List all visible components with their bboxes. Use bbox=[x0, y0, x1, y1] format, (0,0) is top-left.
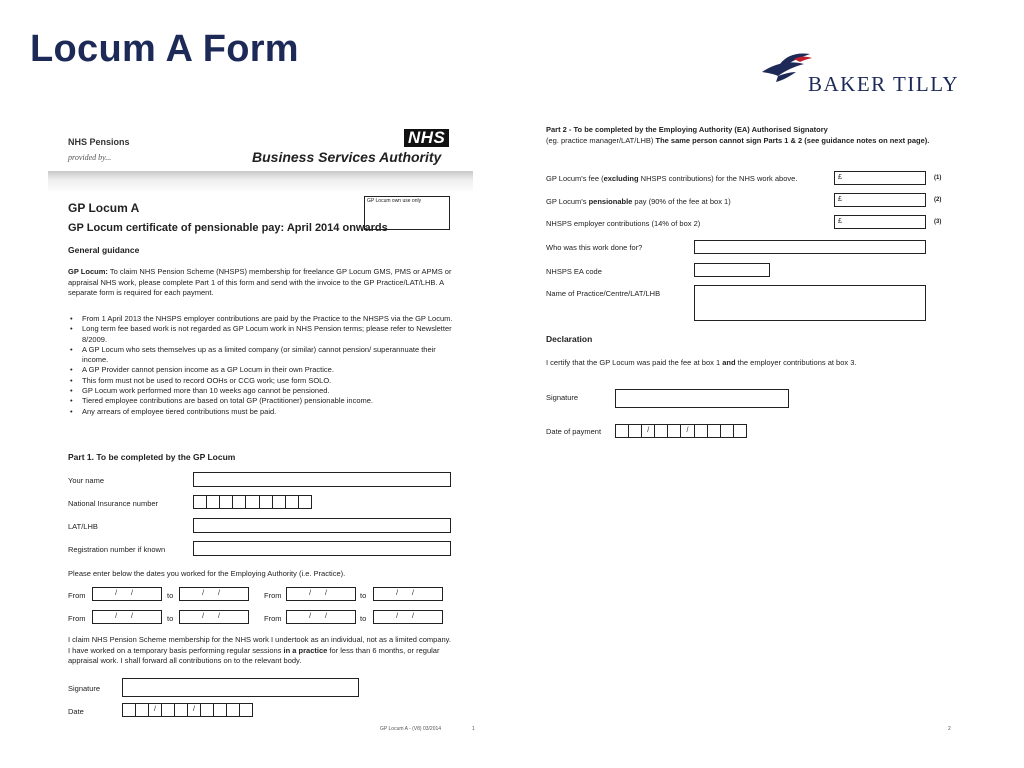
to-label: to bbox=[167, 614, 174, 623]
bullet-item: • Any arrears of employee tiered contributions must be paid. bbox=[68, 407, 453, 417]
form-footer: GP Locum A - (V8) 03/2014 bbox=[380, 726, 442, 732]
fee-field[interactable]: £ bbox=[834, 171, 926, 185]
slide-title: Locum A Form bbox=[30, 28, 299, 70]
declaration-heading: Declaration bbox=[546, 334, 593, 344]
who-for-field[interactable] bbox=[694, 240, 926, 254]
your-name-field[interactable] bbox=[193, 472, 451, 487]
part2-heading bbox=[546, 125, 931, 146]
your-name-label: Your name bbox=[68, 476, 104, 485]
bullet-item: • Long term fee based work is not regarded as GP Locum work in NHS Pension terms; please refer to Newsletter 8/2009. bbox=[68, 324, 453, 345]
dates-instruction: Please enter below the dates you worked for the Employing Authority (i.e. Practice). bbox=[68, 569, 346, 578]
bullet-item: • From 1 April 2013 the NHSPS employer contributions are paid by the Practice to the NHSPS via the GP Locum. bbox=[68, 314, 453, 324]
page-number: 2 bbox=[948, 726, 951, 732]
lat-lhb-field[interactable] bbox=[193, 518, 451, 533]
from-date-field[interactable]: / / bbox=[92, 610, 162, 624]
to-label: to bbox=[360, 614, 367, 623]
date-label: Date bbox=[68, 707, 84, 716]
ea-code-label: NHSPS EA code bbox=[546, 267, 602, 276]
logo-text: BAKER TILLY bbox=[808, 72, 960, 96]
to-date-field[interactable]: / / bbox=[179, 587, 249, 601]
registration-label: Registration number if known bbox=[68, 545, 166, 554]
form-subtitle: GP Locum certificate of pensionable pay: April 2014 onwards bbox=[68, 222, 388, 234]
signature-field[interactable] bbox=[615, 389, 789, 408]
to-date-field[interactable]: / / bbox=[373, 587, 443, 601]
general-guidance-heading: General guidance bbox=[68, 245, 140, 255]
to-label: to bbox=[360, 591, 367, 600]
from-date-field[interactable]: / / bbox=[286, 587, 356, 601]
from-date-field[interactable]: / / bbox=[286, 610, 356, 624]
guidance-bullets bbox=[68, 314, 453, 417]
practice-name-label: Name of Practice/Centre/LAT/LHB bbox=[546, 289, 661, 298]
part1-heading: Part 1. To be completed by the GP Locum bbox=[68, 452, 236, 462]
bullet-item: • A GP Provider cannot pension income as a GP Locum in their own Practice. bbox=[68, 365, 453, 375]
part2-heading-b: (eg. practice manager/LAT/LHB) bbox=[546, 135, 656, 145]
date-field[interactable]: / / bbox=[122, 703, 253, 717]
from-label: From bbox=[68, 591, 86, 600]
provided-by-label: provided by... bbox=[68, 153, 112, 162]
bullet-item: • GP Locum work performed more than 10 weeks ago cannot be pensioned. bbox=[68, 386, 453, 396]
employer-contributions-field[interactable]: £ bbox=[834, 215, 926, 229]
part2-heading-c: The same person cannot sign Parts 1 & 2 (see guidance notes on next page). bbox=[655, 135, 930, 145]
intro-text: To claim NHS Pension Scheme (NHSPS) membership for freelance GP Locum GMS, PMS or APMS or appraisal NHS work, please complete Part 1 of this form and send with the invoice to the GP Practice/LAT/LHB. A separate form is required for each payment. bbox=[68, 267, 452, 297]
intro-bold: GP Locum: bbox=[68, 267, 108, 276]
nhs-logo: NHS bbox=[404, 129, 449, 147]
claim-paragraph bbox=[68, 635, 453, 667]
lat-lhb-label: LAT/LHB bbox=[68, 522, 98, 531]
bsa-label: Business Services Authority bbox=[252, 149, 442, 165]
own-use-label: GP Locum own use only bbox=[367, 198, 422, 204]
signature-label: Signature bbox=[68, 684, 101, 693]
from-label: From bbox=[68, 614, 86, 623]
signature-label: Signature bbox=[546, 393, 579, 402]
pensionable-pay-field[interactable]: £ bbox=[834, 193, 926, 207]
form-page-1 bbox=[48, 125, 473, 735]
ni-number-label: National Insurance number bbox=[68, 499, 159, 508]
to-date-field[interactable]: / / bbox=[373, 610, 443, 624]
ni-number-field[interactable] bbox=[193, 495, 312, 509]
registration-field[interactable] bbox=[193, 541, 451, 556]
bullet-item: • This form must not be used to record OOHs or CCG work; use form SOLO. bbox=[68, 376, 453, 386]
practice-name-field[interactable] bbox=[694, 285, 926, 321]
box-number: (1) bbox=[934, 175, 942, 181]
to-label: to bbox=[167, 591, 174, 600]
signature-field[interactable] bbox=[122, 678, 359, 697]
part2-heading-a: Part 2 - To be completed by the Employing Authority (EA) Authorised Signatory bbox=[546, 125, 828, 134]
form-heading: GP Locum A bbox=[68, 201, 140, 215]
from-label: From bbox=[264, 614, 282, 623]
intro-paragraph bbox=[68, 267, 453, 299]
baker-tilly-logo bbox=[760, 50, 975, 100]
fee-label: GP Locum's fee (excluding NHSPS contributions) for the NHS work above. bbox=[546, 174, 798, 183]
header-band bbox=[48, 171, 473, 193]
from-date-field[interactable]: / / bbox=[92, 587, 162, 601]
box-number: (3) bbox=[934, 219, 942, 225]
box-number: (2) bbox=[934, 197, 942, 203]
to-date-field[interactable]: / / bbox=[179, 610, 249, 624]
declaration-text: I certify that the GP Locum was paid the fee at box 1 and the employer contributions at box 3. bbox=[546, 358, 857, 367]
claim-text-a: I claim NHS Pension Scheme membership for the NHS work I undertook as an individual, not as a limited company. I have worked on a temporary basis performing regular sessions bbox=[68, 635, 451, 655]
from-label: From bbox=[264, 591, 282, 600]
bullet-item: • A GP Locum who sets themselves up as a limited company (or similar) cannot pension/ superannuate their income. bbox=[68, 345, 453, 366]
ea-code-field[interactable] bbox=[694, 263, 770, 277]
form-page-2 bbox=[540, 125, 960, 735]
nhs-pensions-label: NHS Pensions bbox=[68, 137, 130, 147]
date-of-payment-field[interactable]: / / bbox=[615, 424, 747, 438]
pensionable-pay-label: GP Locum's pensionable pay (90% of the fee at box 1) bbox=[546, 197, 731, 206]
page-number: 1 bbox=[472, 726, 475, 732]
date-of-payment-label: Date of payment bbox=[546, 427, 602, 436]
claim-text-b: for less than 6 months, or regular appraisal work. I shall forward all contributions on to the relevant body. bbox=[68, 645, 440, 665]
claim-text-bold: in a practice bbox=[283, 645, 328, 655]
who-for-label: Who was this work done for? bbox=[546, 243, 643, 252]
employer-contributions-label: NHSPS employer contributions (14% of box 2) bbox=[546, 219, 701, 228]
bullet-item: • Tiered employee contributions are based on total GP (Practitioner) pensionable income. bbox=[68, 396, 453, 406]
